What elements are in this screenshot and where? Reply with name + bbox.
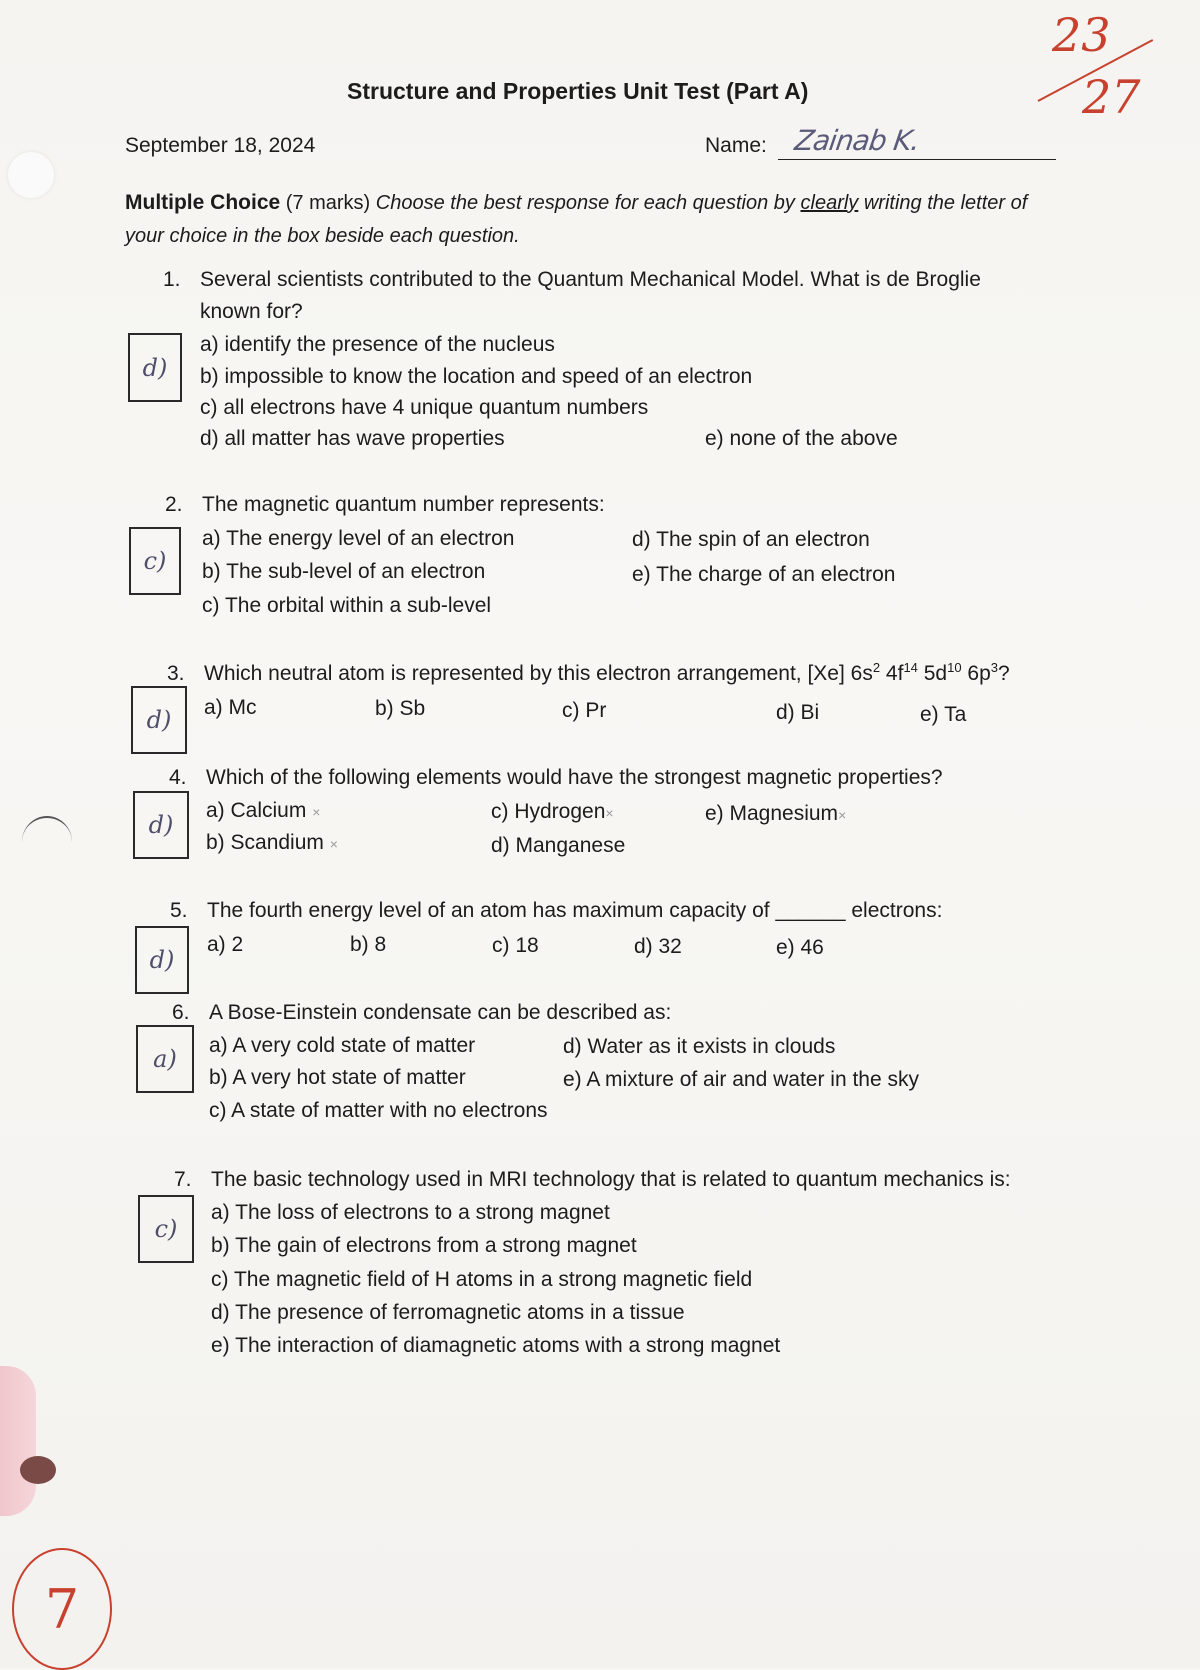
q4-answer-box[interactable]: [133, 791, 189, 859]
q2-answer-box[interactable]: [129, 527, 181, 595]
instructions-marks: (7 marks): [285, 192, 371, 214]
q3-option-e: e) Ta: [920, 703, 967, 726]
q1-option-b: b) impossible to know the location and speed of an electron: [200, 365, 753, 388]
q6-option-c: c) A state of matter with no electrons: [209, 1099, 548, 1122]
q7-number: 7.: [174, 1168, 192, 1191]
hole-punch-edge: [22, 816, 72, 868]
q1-option-c: c) all electrons have 4 unique quantum numbers: [200, 396, 649, 419]
q7-option-a: a) The loss of electrons to a strong magnet: [211, 1201, 610, 1224]
q5-option-e: e) 46: [776, 936, 824, 959]
q4-option-c: [491, 800, 614, 824]
q7-stem: The basic technology used in MRI technology that is related to quantum mechanics is:: [211, 1168, 1011, 1191]
q7-option-b: b) The gain of electrons from a strong magnet: [211, 1234, 637, 1257]
q1-stem-cont: known for?: [200, 300, 303, 323]
q2-option-c: c) The orbital within a sub-level: [202, 594, 492, 617]
q3-stem-text: Which neutral atom is represented by this electron arrangement, [Xe] 6s: [204, 662, 873, 685]
page-score: 7: [44, 1577, 80, 1641]
cross-mark-icon: ×: [838, 807, 847, 823]
q7-option-c: c) The magnetic field of H atoms in a strong magnetic field: [211, 1268, 753, 1291]
q3-sup-6s: 2: [872, 660, 881, 675]
q6-option-d: d) Water as it exists in clouds: [563, 1035, 836, 1058]
q6-stem: A Bose-Einstein condensate can be described as:: [209, 1001, 672, 1024]
q3-4f: 4f: [880, 662, 904, 685]
q6-number: 6.: [172, 1001, 190, 1024]
q1-option-d: d) all matter has wave properties: [200, 427, 505, 450]
q1-stem: Several scientists contributed to the Quantum Mechanical Model. What is de Broglie: [200, 268, 981, 291]
q1-option-a: a) identify the presence of the nucleus: [200, 333, 555, 356]
q4-answer: d): [148, 811, 174, 839]
q4-number: 4.: [169, 766, 187, 789]
q5-answer-box[interactable]: [135, 926, 189, 994]
score-obtained: 23: [1052, 8, 1111, 62]
q4-option-c-text: c) Hydrogen: [491, 800, 606, 823]
q2-option-b: b) The sub-level of an electron: [202, 560, 486, 583]
q2-option-a: a) The energy level of an electron: [202, 527, 515, 550]
q4-option-b: [206, 831, 338, 855]
q3-option-d: d) Bi: [776, 701, 820, 724]
q5-number: 5.: [170, 899, 188, 922]
q2-number: 2.: [165, 493, 183, 516]
q3-answer-box[interactable]: [131, 686, 187, 754]
instructions-text-before: Choose the best response for each question by: [375, 192, 795, 214]
q3-option-a: a) Mc: [204, 696, 257, 719]
q6-option-e: e) A mixture of air and water in the sky: [563, 1068, 919, 1091]
q7-option-e: e) The interaction of diamagnetic atoms with a strong magnet: [211, 1334, 781, 1357]
fingernail: [20, 1456, 56, 1484]
q6-answer-box[interactable]: [136, 1025, 194, 1093]
test-date: September 18, 2024: [125, 134, 316, 157]
q1-option-e: e) none of the above: [705, 427, 898, 450]
q3-number: 3.: [167, 662, 185, 685]
q4-option-a-text: a) Calcium: [206, 799, 307, 822]
q5-answer: d): [149, 946, 175, 974]
q3-option-b: b) Sb: [375, 697, 426, 720]
q7-answer: c): [154, 1215, 178, 1243]
q6-answer: a): [153, 1045, 177, 1073]
q3-question-mark: ?: [998, 662, 1010, 685]
cross-mark-icon: ×: [312, 804, 321, 820]
cross-mark-icon: ×: [605, 805, 614, 821]
q5-option-c: c) 18: [492, 934, 539, 957]
score-total: 27: [1082, 70, 1141, 124]
page-score-circle: [12, 1548, 112, 1670]
q4-option-e: [705, 802, 846, 826]
q3-sup-6p: 3: [990, 660, 999, 675]
q2-answer: c): [143, 547, 167, 575]
q6-option-b: b) A very hot state of matter: [209, 1066, 466, 1089]
fingertip: [0, 1366, 36, 1516]
q3-sup-5d: 10: [947, 660, 962, 675]
q5-stem-text: The fourth energy level of an atom has maximum capacity of: [207, 899, 770, 922]
q2-option-e: e) The charge of an electron: [632, 563, 896, 586]
q5-blank: ______: [775, 899, 846, 922]
q5-option-d: d) 32: [634, 935, 682, 958]
instructions-underlined: clearly: [800, 192, 859, 214]
q3-sup-4f: 14: [903, 660, 918, 675]
q4-option-d: d) Manganese: [491, 834, 626, 857]
q1-answer: d): [142, 353, 168, 382]
q2-stem: The magnetic quantum number represents:: [202, 493, 605, 516]
q4-stem: Which of the following elements would have the strongest magnetic properties?: [206, 766, 943, 789]
name-underline: [778, 159, 1056, 160]
name-label: Name:: [705, 134, 767, 157]
q3-answer: d): [146, 706, 172, 734]
q3-stem: [204, 662, 1010, 686]
q7-answer-box[interactable]: [138, 1195, 194, 1263]
q5-stem-end: electrons:: [851, 899, 943, 922]
page-title: Structure and Properties Unit Test (Part A): [347, 78, 809, 104]
student-name: Zainab K.: [792, 124, 922, 157]
q7-option-d: d) The presence of ferromagnetic atoms in a tissue: [211, 1301, 685, 1324]
q3-5d: 5d: [917, 662, 948, 685]
q3-option-c: c) Pr: [562, 699, 607, 722]
instructions-text-after: writing the letter of your choice in the box beside each question.: [125, 192, 1028, 247]
cross-mark-icon: ×: [329, 836, 338, 852]
q4-option-e-text: e) Magnesium: [705, 802, 839, 825]
q5-option-a: a) 2: [207, 933, 244, 956]
q4-option-a: [206, 799, 320, 823]
instructions: [125, 186, 1045, 253]
q4-option-b-text: b) Scandium: [206, 831, 324, 854]
hole-punch: [8, 152, 54, 198]
q5-option-b: b) 8: [350, 933, 387, 956]
instructions-heading: Multiple Choice: [125, 191, 281, 214]
q6-option-a: a) A very cold state of matter: [209, 1034, 476, 1057]
q1-answer-box[interactable]: [128, 333, 182, 402]
q1-number: 1.: [163, 268, 181, 291]
q3-6p: 6p: [961, 662, 991, 685]
q5-stem: [207, 899, 942, 923]
q2-option-d: d) The spin of an electron: [632, 528, 870, 551]
